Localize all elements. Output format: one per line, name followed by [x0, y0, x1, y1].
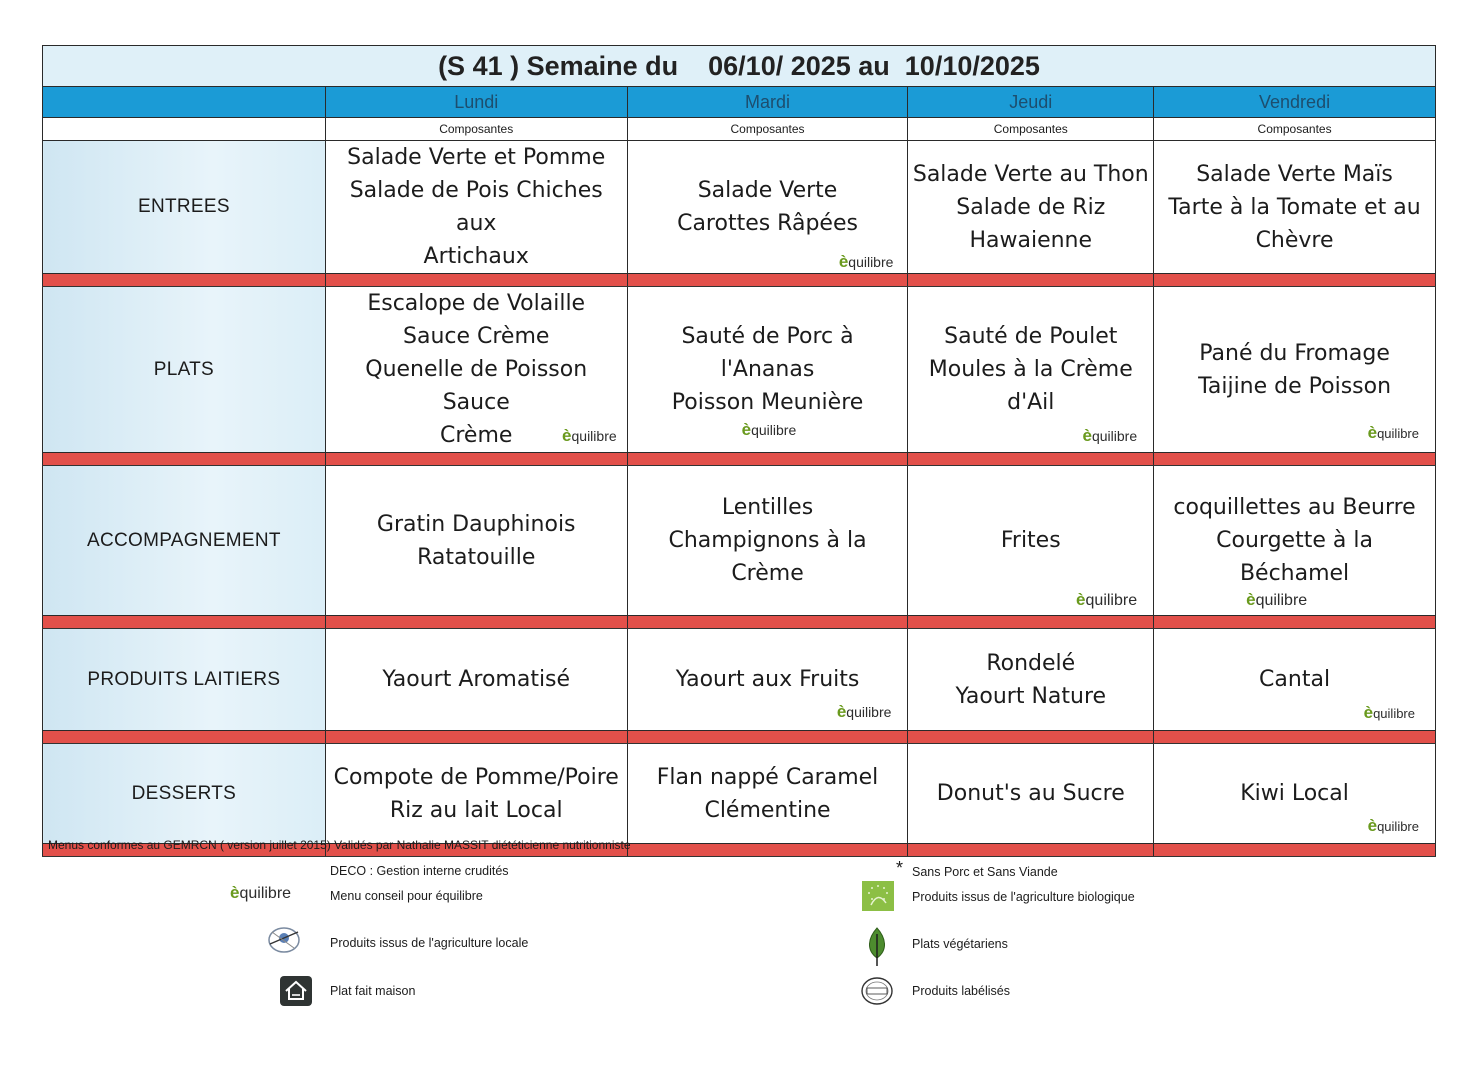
dish-line: Yaourt aux Fruits [675, 667, 860, 692]
legend-vegetarien: Plats végétariens [912, 937, 1008, 951]
day-header-tuesday: Mardi [627, 87, 908, 118]
dish-cell [1154, 466, 1436, 616]
dish-cell [325, 287, 627, 453]
dish-cell [908, 744, 1154, 844]
dish-cell [627, 287, 908, 453]
equilibre-logo-icon: èquilibre [836, 702, 892, 721]
dish-cell [1154, 141, 1436, 274]
menu-row-plats [43, 287, 1436, 453]
category-label: ENTREES [43, 141, 326, 274]
dish-cell [325, 466, 627, 616]
row-separator [43, 274, 1436, 287]
menu-title: (S 41 ) Semaine du 06/10/ 2025 au 10/10/2025 [43, 46, 1436, 87]
legend-bio: Produits issus de l'agriculture biologique [912, 890, 1135, 904]
dish-line: Artichaux [423, 244, 529, 269]
dish-line: Compote de Pomme/Poire [333, 764, 619, 790]
row-separator [43, 731, 1436, 744]
dish-line: Escalope de Volaille [367, 291, 586, 316]
local-agriculture-icon [264, 922, 304, 958]
dish-line: Carottes Râpées [677, 211, 858, 236]
day-header-row [43, 87, 1436, 118]
dish-cell [1154, 744, 1436, 844]
equilibre-logo-icon: èquilibre [741, 420, 797, 439]
dish-line: Gratin Dauphinois [376, 511, 576, 537]
dish-line: Pané du Fromage [1199, 340, 1390, 366]
star-symbol: * [896, 858, 904, 878]
dish-cell [908, 141, 1154, 274]
dish-line: Sauce Crème [403, 324, 550, 349]
dish-line: coquillettes au Beurre [1173, 495, 1416, 520]
dish-cell [627, 466, 908, 616]
category-label: PLATS [43, 287, 326, 453]
dish-line: Poisson Meunière [671, 390, 864, 415]
dish-cell [325, 744, 627, 844]
legend-labelises: Produits labélisés [912, 984, 1010, 998]
equilibre-logo-icon: èquilibre [230, 883, 292, 902]
dish-line: Salade de Riz [956, 194, 1106, 220]
legend-equilibre: Menu conseil pour équilibre [330, 889, 483, 903]
dish-cell [627, 744, 908, 844]
dish-line: Taijine de Poisson [1198, 373, 1392, 399]
day-header-monday: Lundi [325, 87, 627, 118]
dish-line: Salade Verte et Pomme [347, 145, 606, 170]
components-label: Composantes [1154, 118, 1436, 141]
dish-line: Champignons à la Crème [668, 528, 867, 586]
equilibre-logo-icon: èquilibre [1246, 590, 1308, 609]
dish-line: Frites [1000, 528, 1061, 553]
components-label: Composantes [627, 118, 908, 141]
dish-cell [627, 141, 908, 274]
dish-line: Cantal [1259, 667, 1331, 692]
dish-line: Hawaienne [969, 227, 1093, 253]
dish-line: Salade Verte Maïs [1196, 161, 1393, 187]
dish-line: Flan nappé Caramel [656, 764, 879, 790]
dish-line: Courgette à la Béchamel [1216, 528, 1373, 586]
dish-line: Lentilles [721, 495, 814, 520]
quality-label-icon [860, 976, 894, 1006]
dish-line: Sauté de Poulet [944, 324, 1118, 349]
dish-line: Moules à la Crème [928, 357, 1133, 382]
dish-line: Donut's au Sucre [936, 781, 1125, 806]
dish-cell [325, 629, 627, 731]
day-header-thursday: Jeudi [908, 87, 1154, 118]
legend-deco: DECO : Gestion interne crudités [330, 864, 509, 878]
menu-row-produits-laitiers [43, 629, 1436, 731]
category-label: ACCOMPAGNEMENT [43, 466, 326, 616]
menu-row-accompagnement [43, 466, 1436, 616]
dish-line: Chèvre [1255, 227, 1334, 253]
dish-line: Salade Verte au Thon [912, 161, 1149, 187]
day-header-blank [43, 87, 326, 118]
components-label: Composantes [325, 118, 627, 141]
dish-line: Salade Verte [697, 178, 838, 203]
dish-cell [908, 287, 1154, 453]
dish-cell [908, 466, 1154, 616]
eu-organic-leaf-icon [862, 881, 894, 911]
dish-line: Tarte à la Tomate et au [1168, 194, 1421, 220]
row-separator [43, 616, 1436, 629]
legend-maison: Plat fait maison [330, 984, 416, 998]
equilibre-logo-icon: èquilibre [1082, 426, 1138, 445]
equilibre-logo-icon: èquilibre [1076, 590, 1138, 609]
dish-line: Kiwi Local [1240, 781, 1349, 806]
gemrcn-note: Menus conformes au GEMRCN ( version juillet 2015) Validés par Nathalie MASSIT diététicienne nutritionniste [48, 838, 631, 852]
dish-line: Clémentine [704, 797, 831, 823]
equilibre-logo-icon: èquilibre [838, 252, 894, 271]
dish-line: Rondelé [986, 650, 1076, 676]
components-blank [43, 118, 326, 141]
dish-cell [1154, 629, 1436, 731]
legend-local: Produits issus de l'agriculture locale [330, 936, 529, 950]
dish-line: Quenelle de Poisson Sauce [365, 357, 588, 415]
dish-line: d'Ail [1007, 390, 1055, 415]
category-label: DESSERTS [43, 744, 326, 844]
row-separator [43, 453, 1436, 466]
dish-line: Sauté de Porc à l'Ananas [681, 324, 854, 382]
dish-line: Riz au lait Local [389, 797, 563, 823]
day-header-friday: Vendredi [1154, 87, 1436, 118]
equilibre-logo-icon: èquilibre [1367, 816, 1419, 835]
components-label: Composantes [908, 118, 1154, 141]
dish-cell [908, 629, 1154, 731]
dish-cell [1154, 287, 1436, 453]
dish-cell [627, 629, 908, 731]
menu-row-entrees [43, 141, 1436, 274]
dish-line: Yaourt Aromatisé [382, 667, 571, 692]
menu-row-desserts [43, 744, 1436, 844]
components-row [43, 118, 1436, 141]
category-label: PRODUITS LAITIERS [43, 629, 326, 731]
weekly-menu-table [42, 45, 1436, 857]
dish-line: Ratatouille [417, 544, 536, 570]
dish-line: Crème [440, 423, 513, 448]
dish-line: Yaourt Nature [955, 683, 1107, 709]
legend-sans-porc: Sans Porc et Sans Viande [912, 865, 1058, 879]
vegetarian-leaf-icon [864, 926, 890, 968]
house-icon [280, 976, 312, 1006]
equilibre-logo-icon: èquilibre [1367, 423, 1419, 442]
dish-line: Salade de Pois Chiches aux [349, 178, 603, 236]
equilibre-logo-icon: èquilibre [562, 426, 617, 445]
equilibre-logo-icon: èquilibre [1363, 703, 1415, 722]
dish-cell [325, 141, 627, 274]
